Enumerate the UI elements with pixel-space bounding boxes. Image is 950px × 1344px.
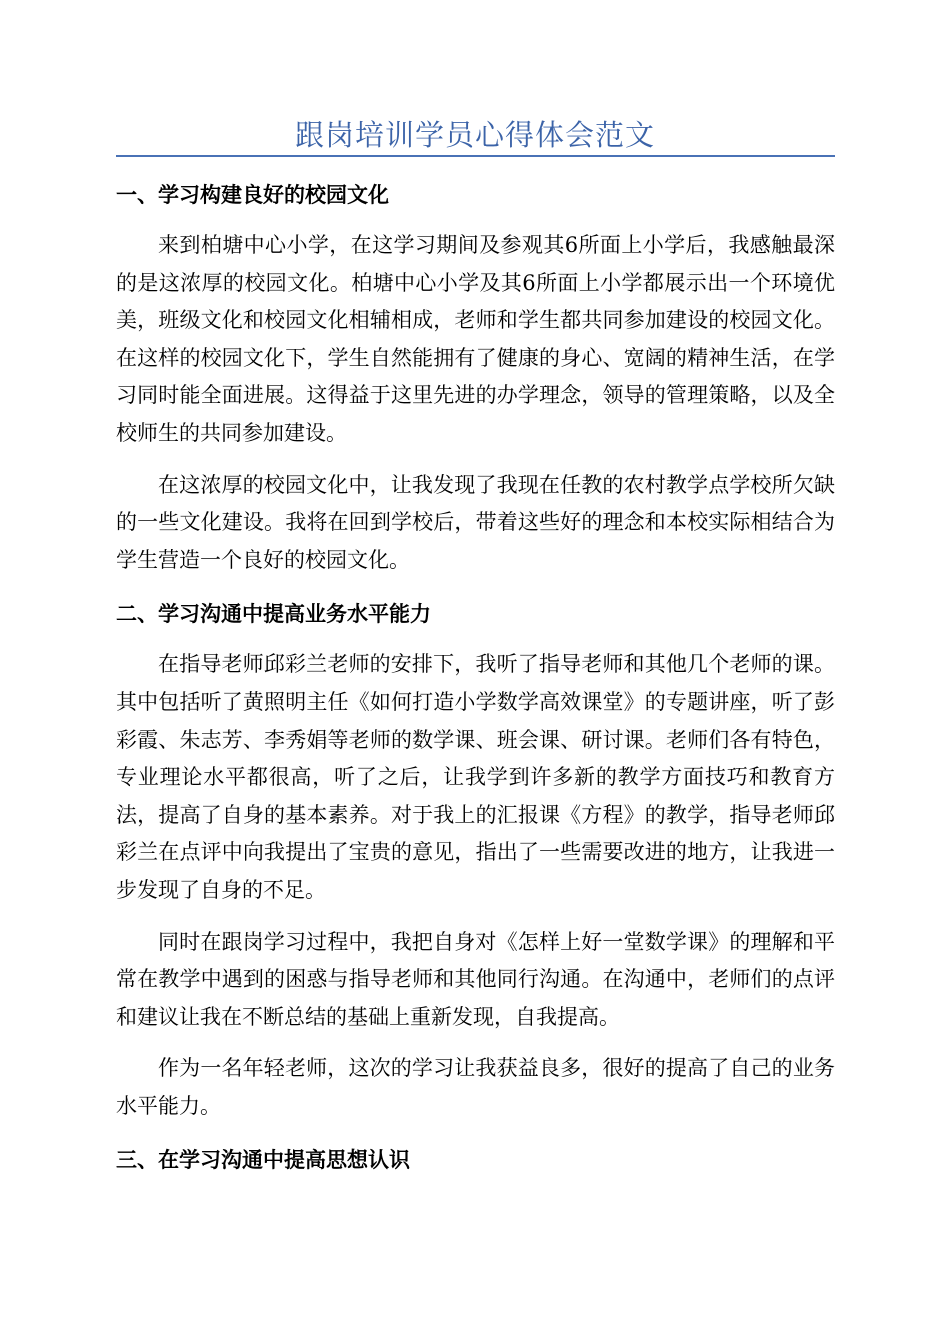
paragraph-1-1: 来到柏塘中心小学，在这学习期间及参观其6所面上小学后，我感触最深的是这浓厚的校园文化。柏塘中心小学及其6所面上小学都展示出一个环境优美，班级文化和校园文化相辅相成，老师和学生都共同参加建设的校园文化。在这样的校园文化下，学生自然能拥有了健康的身心、宽阔的精神生活，在学习同时能全面进展。这得益于这里先进的办学理念，领导的管理策略，以及全校师生的共同参加建设。 <box>116 233 835 445</box>
document-title: 跟岗培训学员心得体会范文 <box>294 118 655 152</box>
paragraph-2-1: 在指导老师邱彩兰老师的安排下，我听了指导老师和其他几个老师的课。其中包括听了黄照明主任《如何打造小学数学高效课堂》的专题讲座，听了彭彩霞、朱志芳、李秀娟等老师的数学课、班会课、研讨课。老师们各有特色，专业理论水平都很高，听了之后，让我学到许多新的教学方面技巧和教育方法，提高了自身的基本素养。对于我上的汇报课《方程》的教学，指导老师邱彩兰在点评中向我提出了宝贵的意见，指出了一些需要改进的地方，让我进一步发现了自身的不足。 <box>116 652 835 902</box>
section-heading-2: 二、学习沟通中提高业务水平能力 <box>116 601 431 627</box>
section-heading-3: 三、在学习沟通中提高思想认识 <box>116 1147 410 1173</box>
paragraph-1-2: 在这浓厚的校园文化中，让我发现了我现在任教的农村教学点学校所欠缺的一些文化建设。我将在回到学校后，带着这些好的理念和本校实际相结合为学生营造一个良好的校园文化。 <box>116 472 835 572</box>
title-underline <box>116 155 835 157</box>
document-body <box>116 176 835 1192</box>
section-heading-1: 一、学习构建良好的校园文化 <box>116 182 389 207</box>
paragraph-2-2: 同时在跟岗学习过程中，我把自身对《怎样上好一堂数学课》的理解和平常在教学中遇到的困惑与指导老师和其他同行沟通。在沟通中，老师们的点评和建议让我在不断总结的基础上重新发现，自我提高。 <box>116 929 835 1029</box>
paragraph-2-3: 作为一名年轻老师，这次的学习让我获益良多，很好的提高了自己的业务水平能力。 <box>116 1056 835 1118</box>
